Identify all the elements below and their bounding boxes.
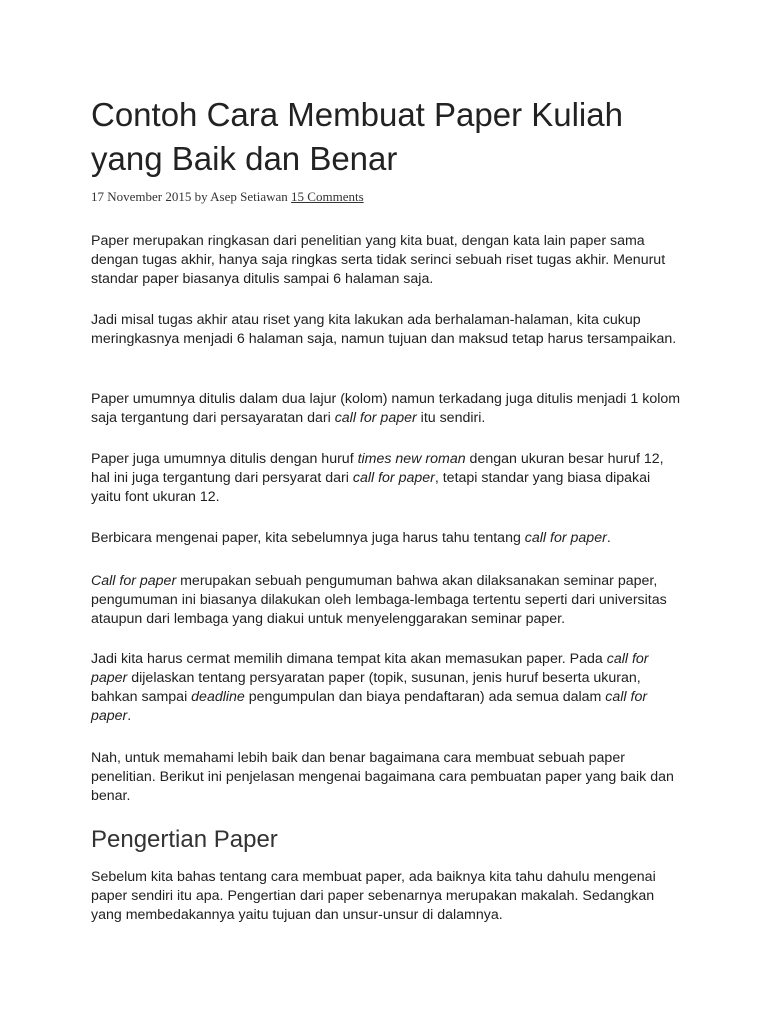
paragraph-1: Paper merupakan ringkasan dari penelitian yang kita buat, dengan kata lain paper sama dengan tugas akhir, hanya saja ringkas serta tidak serinci sebuah riset tugas akhir. Menurut standar paper biasanya ditulis sampai 6 halaman saja.: [91, 233, 666, 287]
text-run: .: [127, 708, 132, 724]
text-run: merupakan sebuah pengumuman bahwa akan dilaksanakan seminar paper, pengumuman ini biasanya dilakukan oleh lembaga-lembaga tertentu seperti dari universitas ataupun dari lembaga yang diakui untuk menyelenggarakan seminar paper.: [91, 573, 667, 627]
text-run: itu sendiri.: [416, 410, 486, 426]
text-run: dengan ukuran besar huruf 12, hal ini juga tergantung dari persyarat dari: [91, 451, 664, 486]
text-run: , tetapi standar yang biasa dipakai yaitu font ukuran 12.: [91, 470, 651, 505]
paragraph-4: [91, 450, 681, 507]
article-meta: [91, 189, 364, 205]
section-heading: Pengertian Paper: [91, 826, 278, 853]
comments-link[interactable]: 15 Comments: [291, 189, 364, 204]
byline-separator: by: [191, 189, 211, 204]
paragraph-8: Nah, untuk memahami lebih baik dan benar bagaimana cara membuat sebuah paper penelitian. Berikut ini penjelasan mengenai bagaimana cara pembuatan paper yang baik dan benar.: [91, 750, 674, 804]
post-date: 17 November 2015: [91, 189, 192, 204]
emphasis: Call for paper: [91, 573, 177, 589]
emphasis: call for paper: [524, 530, 607, 546]
text-run: .: [606, 530, 611, 546]
paragraph-2: Jadi misal tugas akhir atau riset yang kita lakukan ada berhalaman-halaman, kita cukup meringkasnya menjadi 6 halaman saja, namun tujuan dan maksud tetap harus tersampaikan.: [91, 312, 677, 347]
paragraph-7: [91, 650, 681, 726]
emphasis: call for paper: [334, 410, 417, 426]
paragraph-3: [91, 390, 681, 428]
article-title: Contoh Cara Membuat Paper Kuliah yang Baik dan Benar: [91, 96, 623, 177]
text-run: dijelaskan tentang persyaratan paper (topik, susunan, jenis huruf beserta ukuran, bahkan sampai: [91, 670, 641, 705]
text-run: Paper juga umumnya ditulis dengan huruf: [91, 451, 358, 467]
emphasis: deadline: [191, 689, 245, 705]
text-run: pengumpulan dan biaya pendaftaran) ada semua dalam: [244, 689, 606, 705]
paragraph-9: Sebelum kita bahas tentang cara membuat paper, ada baiknya kita tahu dahulu mengenai paper sendiri itu apa. Pengertian dari paper sebenarnya merupakan makalah. Sedangkan yang membedakannya yaitu tujuan dan unsur-unsur di dalamnya.: [91, 869, 656, 923]
paragraph-6: [91, 572, 681, 629]
emphasis: call for paper: [91, 651, 649, 686]
author-name: Asep Setiawan: [210, 189, 288, 204]
text-run: Berbicara mengenai paper, kita sebelumnya juga harus tahu tentang: [91, 530, 525, 546]
emphasis: call for paper: [352, 470, 435, 486]
text-run: Jadi kita harus cermat memilih dimana tempat kita akan memasukan paper. Pada: [91, 651, 607, 667]
paragraph-5: [91, 529, 681, 548]
text-run: Paper umumnya ditulis dalam dua lajur (kolom) namun terkadang juga ditulis menjadi 1 kolom saja tergantung dari persayaratan dari: [91, 391, 681, 426]
emphasis: times new roman: [357, 451, 466, 467]
emphasis: call for paper: [91, 689, 648, 724]
